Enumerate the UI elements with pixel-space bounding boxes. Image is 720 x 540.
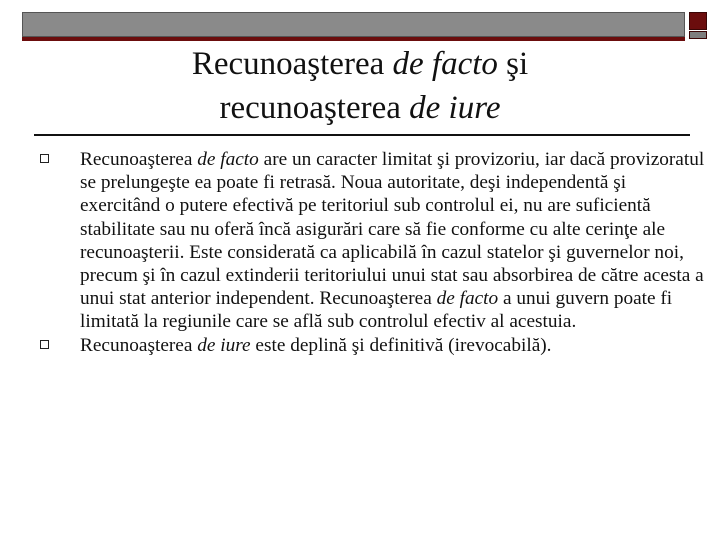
- hollow-square-bullet-icon: [40, 340, 49, 349]
- bullet-1-seg-4: a unui guvern poate fi limitată la regiunile care se află sub controlul efectiv al acestuia.: [80, 288, 673, 333]
- bullet-1-seg-0: Recunoaşterea: [80, 149, 198, 170]
- corner-square-decoration-lower: [689, 31, 707, 39]
- hollow-square-bullet-icon: [40, 154, 49, 163]
- title-line2-italic: de iure: [409, 90, 501, 126]
- corner-square-decoration: [689, 12, 707, 30]
- title-line1-part1: Recunoaşterea: [191, 46, 393, 82]
- bullet-2-seg-0: Recunoaşterea: [80, 334, 198, 356]
- bullet-1-seg-1: de facto: [197, 149, 259, 170]
- header-bar: [22, 12, 685, 37]
- bullet-list: [40, 148, 705, 357]
- title-line1-italic: de facto: [392, 46, 498, 82]
- title-line1-part3: şi: [497, 46, 529, 82]
- bullet-2-seg-1: de iure: [197, 334, 251, 356]
- title-line2-part1: recunoaşterea: [219, 90, 410, 126]
- slide-title: [40, 42, 680, 130]
- bullet-item-1: [40, 148, 705, 334]
- bullet-1-seg-2: are un caracter limitat şi provizoriu, iar dacă provizoratul se prelungeşte ea poate fi retrasă. Noua autoritate, deşi independentă şi exercitând o putere efectivă pe teritoriul sub controlul ei, nu are suficientă stabilitate sau nu oferă încă asigurări care să fie conforme cu alte cerinţe ale recunoaşterii. Este considerată ca aplicabilă în cazul statelor şi guvernelor noi, precum şi în cazul extinderii teritoriului unui stat sau absorbirea de către acesta a unui stat anterior independent. Recunoaşterea: [80, 149, 705, 310]
- header-accent-stripe: [22, 37, 685, 41]
- bullet-item-2: [40, 334, 705, 357]
- bullet-2-seg-2: este deplină şi definitivă (irevocabilă).: [250, 334, 552, 356]
- title-divider: [34, 134, 690, 136]
- bullet-1-seg-3: de facto: [436, 288, 499, 310]
